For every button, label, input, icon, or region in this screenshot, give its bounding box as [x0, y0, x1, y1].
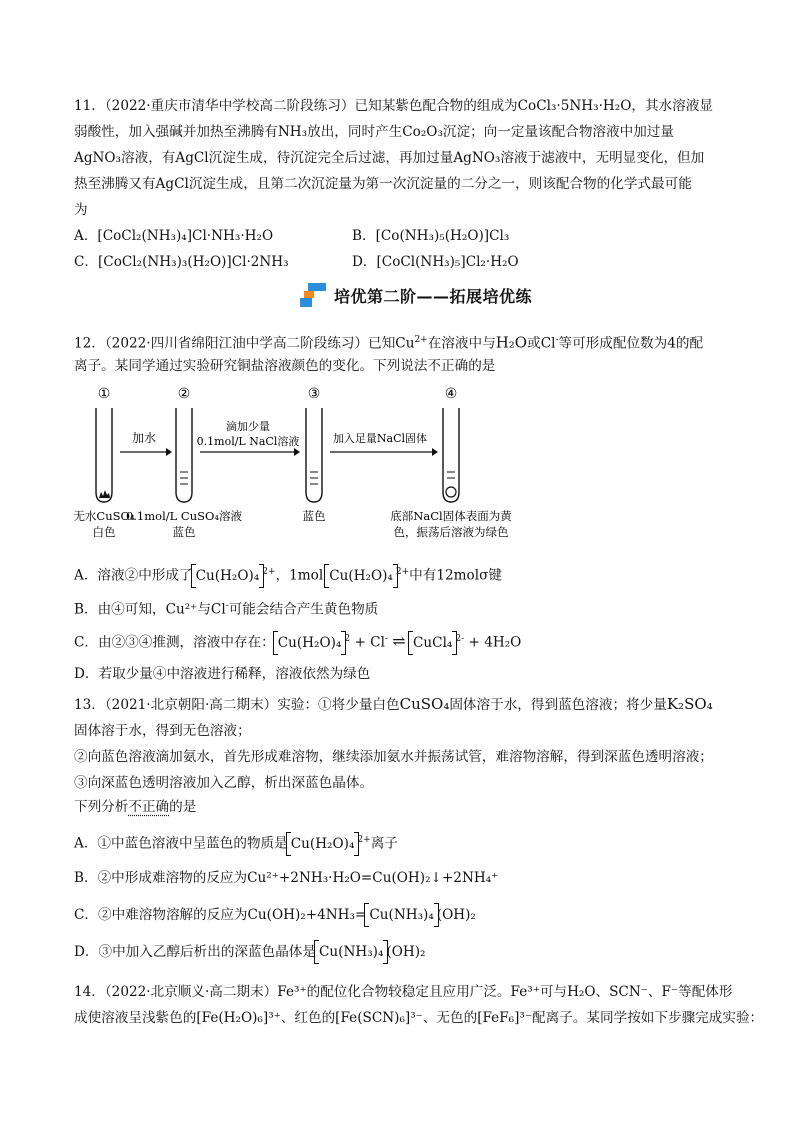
q12-line-2: 离子。某同学通过实验研究铜盐溶液颜色的变化。下列说法不正确的是 — [74, 358, 496, 374]
arrow-2-label-top: 滴加少量 — [226, 420, 270, 433]
q11-line-3: AgNO₃溶液，有AgCl沉淀生成，待沉淀完全后过滤，再加过量AgNO₃溶液于滤液中，无明显变化，但加 — [74, 150, 705, 166]
arrow-2-label-bottom: 0.1mol/L NaCl溶液 — [196, 435, 300, 448]
q12-option-c-ion-1 — [275, 633, 345, 653]
q13-option-d-text-1: D．③中加入乙醇后析出的深蓝色晶体是 — [74, 944, 316, 960]
q14-line-1: 14．（2022·北京顺义·高二期末）Fe³⁺的配位化合物较稳定且应用广泛。Fe³⁺可与H₂O、SCN⁻、F⁻等配体形 — [74, 984, 733, 1000]
q12-stem-b: 在溶液中与 — [427, 335, 496, 352]
q12-h2o: H₂O — [495, 333, 528, 352]
q13-option-d[interactable] — [74, 942, 425, 962]
q12-option-a-text-3: 中有12molσ键 — [409, 567, 502, 584]
q12-cu: Cu — [395, 335, 415, 352]
q13-line-2: 固体溶于水，得到无色溶液； — [74, 723, 251, 739]
q12-option-b-text-3: 可能会结合产生黄色物质 — [228, 601, 379, 618]
q12-option-a-ion-1 — [193, 566, 263, 586]
test-tube-3 — [306, 408, 322, 502]
q12-option-c-ion-1-text: Cu(H₂O)₄ — [277, 634, 342, 651]
q13-option-c-ion — [366, 905, 436, 925]
q13-option-c[interactable] — [74, 905, 476, 925]
q13-option-a-text-2: 离子 — [370, 835, 398, 852]
solid-crystal-icon — [446, 487, 456, 497]
q12-option-a-ion-1-text: Cu(H₂O)₄ — [195, 567, 260, 584]
q13-option-c-text-1: C．②中难溶物溶解的反应为 — [74, 907, 248, 923]
q13-option-c-text-2: Cu(OH)₂+4NH₃= — [247, 907, 367, 923]
q12-option-a-ion-2-text: Cu(H₂O)₄ — [329, 567, 393, 584]
q13-line-3: ②向蓝色溶液滴加氨水，首先形成难溶物，继续添加氨水并振荡试管，难溶物溶解，得到深蓝色透明溶液； — [74, 749, 713, 765]
arrow-1-label: 加水 — [131, 431, 157, 445]
tube-3-caption: 蓝色 — [302, 509, 326, 523]
q13-k2so4: K₂SO₄ — [666, 695, 713, 713]
arrow-3 — [330, 431, 438, 456]
q13-option-b[interactable] — [74, 868, 498, 888]
q12-option-a[interactable]: A．溶液②中形成了 Cu(H₂O)₄ $^{2+}$，1mol Cu(H₂O)₄ $^{2+}$中有12molσ键 — [74, 567, 502, 584]
tube-1-caption-a: 无水CuSO₄ — [73, 509, 135, 523]
q12-option-a-text-2: ，1mol — [275, 567, 324, 584]
q13-line-4: ③向深蓝色透明溶液加入乙醇，析出深蓝色晶体。 — [74, 775, 374, 791]
section-title: 培优第二阶——拓展培优练 — [334, 286, 533, 306]
tube-1-caption-b: 白色 — [92, 525, 116, 539]
q13-option-d-text-2: (OH)₂ — [386, 944, 426, 960]
arrow-2 — [197, 419, 300, 456]
q13-option-b-text-1: B．②中形成难溶物的反应为 — [74, 870, 248, 886]
q12-option-c-ion-2-text: CuCl₄ — [413, 634, 453, 651]
section-heading — [300, 280, 532, 310]
q12-option-b-text-1: B．由④可知， — [74, 601, 166, 618]
q12-option-c-text-1: C．由②③④推测，溶液中存在： — [74, 634, 275, 651]
q13-option-d-ion — [316, 942, 386, 962]
q12-option-c[interactable]: C．由②③④推测，溶液中存在： Cu(H₂O)₄ $^2$ + Cl- ⇌ CuCl₄ $^{2-}$ + 4H₂O — [74, 631, 522, 651]
q12-line-1: 12．（2022·四川省绵阳江油中学高二阶段练习）已知$Cu^{2+}$在溶液中与H₂O或Cl-等可形成配位数为4的配 — [74, 333, 704, 352]
q13-stem-a: 13．（2021·北京朝阳·高二期末）实验：①将少量白色 — [74, 697, 400, 713]
q13-option-d-ion-text: Cu(NH₃)₄ — [319, 944, 384, 960]
tube-4-caption-b: 色，振荡后溶液为绿色 — [393, 525, 509, 539]
stacked-blocks-icon — [300, 283, 326, 307]
q11-option-d[interactable]: D．[CoCl(NH₃)₅]Cl₂·H₂O — [352, 254, 519, 270]
q13-line-5 — [74, 797, 196, 817]
q12-stem-c: 或Cl — [527, 335, 556, 352]
q11-line-2: 弱酸性，加入强碱并加热至沸腾有NH₃放出，同时产生Co₂O₃沉淀；向一定量该配合物溶液中加过量 — [74, 124, 674, 140]
q13-option-a-text-1: A．①中蓝色溶液中呈蓝色的物质是 — [74, 835, 288, 852]
q11-option-c[interactable]: C．[CoCl₂(NH₃)₃(H₂O)]Cl·2NH₃ — [74, 254, 289, 270]
q13-stem-c: 固体溶于水，得到蓝色溶液；将少量 — [449, 697, 667, 713]
q12-option-b-text-2: Cu²⁺与Cl — [165, 601, 226, 618]
tube-2-caption-b: 蓝色 — [172, 525, 196, 539]
test-tube-4 — [443, 408, 459, 502]
q12-stem-a: 12．（2022·四川省绵阳江油中学高二阶段练习）已知 — [74, 335, 396, 352]
q11-option-a[interactable]: A．[CoCl₂(NH₃)₄]Cl·NH₃·H₂O — [74, 228, 274, 244]
tube-number-2: ② — [177, 386, 191, 402]
solid-powder-icon — [99, 490, 110, 498]
q13-emphasis: 不正确 — [128, 799, 170, 815]
q13-option-c-text-3: (OH)₂ — [436, 907, 476, 923]
q11-line-4: 热至沸腾又有AgCl沉淀生成，且第二次沉淀量为第一次沉淀量的二分之一，则该配合物的化学式最可能 — [74, 176, 692, 192]
tube-number-1: ① — [97, 386, 111, 402]
q12-option-c-ion-2 — [410, 633, 455, 653]
q13-option-b-text-2: Cu²⁺+2NH₃·H₂O=Cu(OH)₂↓+2NH₄⁺ — [247, 870, 499, 886]
q12-stem-d: 等可形成配位数为4的配 — [558, 335, 704, 352]
q13-option-a[interactable]: A．①中蓝色溶液中呈蓝色的物质是 Cu(H₂O)₄ $^{2+}$离子 — [74, 835, 398, 852]
test-tube-diagram — [73, 380, 540, 540]
test-tube-2 — [176, 408, 192, 502]
tube-number-3: ③ — [307, 386, 321, 402]
q11-line-1: 11．（2022·重庆市清华中学校高二阶段练习）已知某紫色配合物的组成为CoCl₃·5NH₃·H₂O，其水溶液显 — [74, 98, 713, 114]
q14-line-2: 成使溶液呈浅紫色的[Fe(H₂O)₆]³⁺、红色的[Fe(SCN)₆]³⁻、无色的[FeF₆]³⁻配离子。某同学按如下步骤完成实验： — [74, 1010, 764, 1026]
q12-option-b[interactable]: B．由④可知，Cu²⁺与Cl-可能会结合产生黄色物质 — [74, 601, 379, 618]
arrow-1 — [120, 430, 172, 456]
q13-line-1 — [74, 694, 713, 715]
q12-option-c-text-3: + 4H₂O — [468, 634, 522, 651]
tube-number-4: ④ — [444, 386, 458, 402]
tube-4-caption-a: 底部NaCl固体表面为黄 — [390, 509, 512, 523]
q12-option-d[interactable]: D．若取少量④中溶液进行稀释，溶液依然为绿色 — [74, 666, 371, 682]
q12-option-c-text-2: + Cl — [354, 634, 385, 651]
tube-2-caption-a: 0.1mol/L CuSO₄溶液 — [125, 509, 243, 523]
q13-option-a-ion-text: Cu(H₂O)₄ — [290, 835, 355, 852]
test-tube-1 — [96, 408, 112, 502]
equilibrium-arrow-icon: ⇌ — [392, 631, 406, 651]
q13-cuso4: CuSO₄ — [399, 695, 450, 713]
q12-option-a-text-1: A．溶液②中形成了 — [74, 567, 193, 584]
q13-option-a-ion — [288, 834, 358, 854]
q13-stem-f: 的是 — [169, 799, 197, 815]
q12-option-a-ion-2 — [326, 566, 396, 586]
q11-line-5: 为 — [74, 202, 88, 218]
q11-option-b[interactable]: B．[Co(NH₃)₅(H₂O)]Cl₃ — [352, 228, 510, 244]
q13-option-c-ion-text: Cu(NH₃)₄ — [369, 907, 434, 923]
q13-stem-e: 下列分析 — [74, 799, 129, 815]
arrow-3-label: 加入足量NaCl固体 — [332, 432, 428, 445]
